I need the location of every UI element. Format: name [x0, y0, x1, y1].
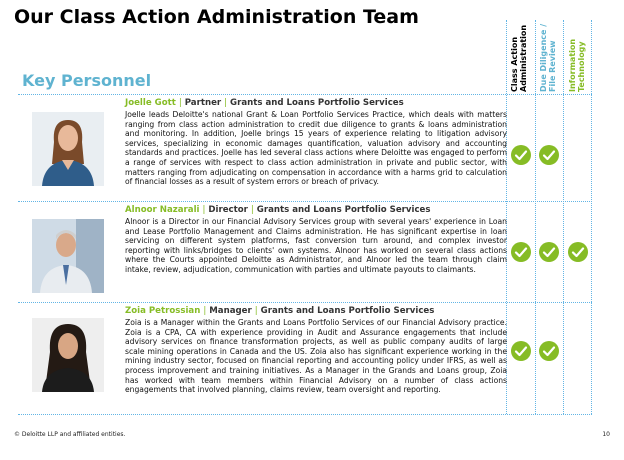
column-header-it [564, 20, 592, 94]
page-number: 10 [602, 431, 610, 438]
person-photo-woman [32, 112, 104, 186]
check-icon [539, 242, 559, 262]
person-bio: Alnoor is a Director in our Financial Advisory Services group with several years' experience in Loan and Lease Portfolio Management and Claims administration. He has significant expertise in loan servicing on different system platforms, fast conversion turn around, and complex investor reporting with links/bridges to clients' own systems. Alnoor has worked on several class actions where the Courts appointed Deloitte as Administrator, and Alnoor led the team through claim intake, review, adjudication, communication with parties and ultimate payouts to claimants. [125, 217, 507, 274]
check-icon [539, 145, 559, 165]
page-title: Our Class Action Administration Team [14, 6, 419, 28]
person-name-line: Alnoor Nazarali | Director | Grants and Loans Portfolio Services [125, 205, 431, 215]
check-icon [568, 242, 588, 262]
person-bio: Zoia is a Manager within the Grants and Loans Portfolio Services of our Financial Advisory practice. Zoia is a CPA, CA with experience providing in Audit and Assurance engagements that include advisory services on finance transformation projects, as well as public company audits of large scale mining operations in Canada and the US. Zoia also has significant experience working in the mining industry sector, focused on financial reporting and accounting policy under IFRS, as well as process improvement and training initiatives. As a Manager in the Grands and Loans group, Zoia has worked with team members within Financial Advisory on a number of class actions engagements that involved planning, claims review, team oversight and reporting. [125, 318, 507, 395]
person-title: Partner [184, 98, 222, 108]
footer-copyright: © Deloitte LLP and affiliated entities. [14, 431, 126, 438]
column-header-label: Due Diligence / File Review [539, 23, 557, 92]
check-icon [539, 341, 559, 361]
column-headers [506, 20, 592, 94]
person-name-line: Joelle Gott | Partner | Grants and Loans Portfolio Services [125, 98, 404, 108]
person-photo-man [32, 219, 104, 293]
person-bio: Joelle leads Deloitte's national Grant & Loan Portfolio Services Practice, which deals with matters ranging from class action administration to credit due diligence to grants & loans administration and monitoring. In addition, Joelle brings 15 years of experience relating to litigation advisory services, specializing in economic damages quantification, valuation advisory and accounting standards and practices. Joelle has led several class actions where Deloitte was engaged to perform a range of services with respect to class action administration in private and public sector, with matters ranging from adjudicating on compensation in accordance with a harms grid to calculation of financial losses as a result of system errors or breach of privacy. [125, 110, 507, 187]
column-header-label: Class Action Administration [510, 24, 528, 92]
person-title: Manager [209, 306, 252, 316]
person-name: Alnoor Nazarali [125, 205, 200, 215]
person-name: Joelle Gott [125, 98, 176, 108]
personnel-row [18, 98, 592, 200]
column-header-class-action [506, 20, 534, 94]
row-divider [18, 201, 592, 202]
person-name-line: Zoia Petrossian | Manager | Grants and Loans Portfolio Services [125, 306, 435, 316]
check-icon [511, 341, 531, 361]
row-divider [18, 94, 592, 95]
personnel-row [18, 205, 592, 301]
section-title: Key Personnel [22, 71, 152, 90]
person-group: Grants and Loans Portfolio Services [230, 98, 404, 108]
person-group: Grants and Loans Portfolio Services [256, 205, 431, 215]
person-title: Director [208, 205, 248, 215]
row-divider [18, 302, 592, 303]
check-icon [511, 145, 531, 165]
row-divider [18, 414, 592, 415]
personnel-row [18, 306, 592, 414]
person-name: Zoia Petrossian [125, 306, 201, 316]
check-icon [511, 242, 531, 262]
person-group: Grants and Loans Portfolio Services [260, 306, 435, 316]
column-header-label: Information Technology [568, 38, 586, 92]
person-photo-woman [32, 318, 104, 392]
column-header-due-diligence [535, 20, 563, 94]
